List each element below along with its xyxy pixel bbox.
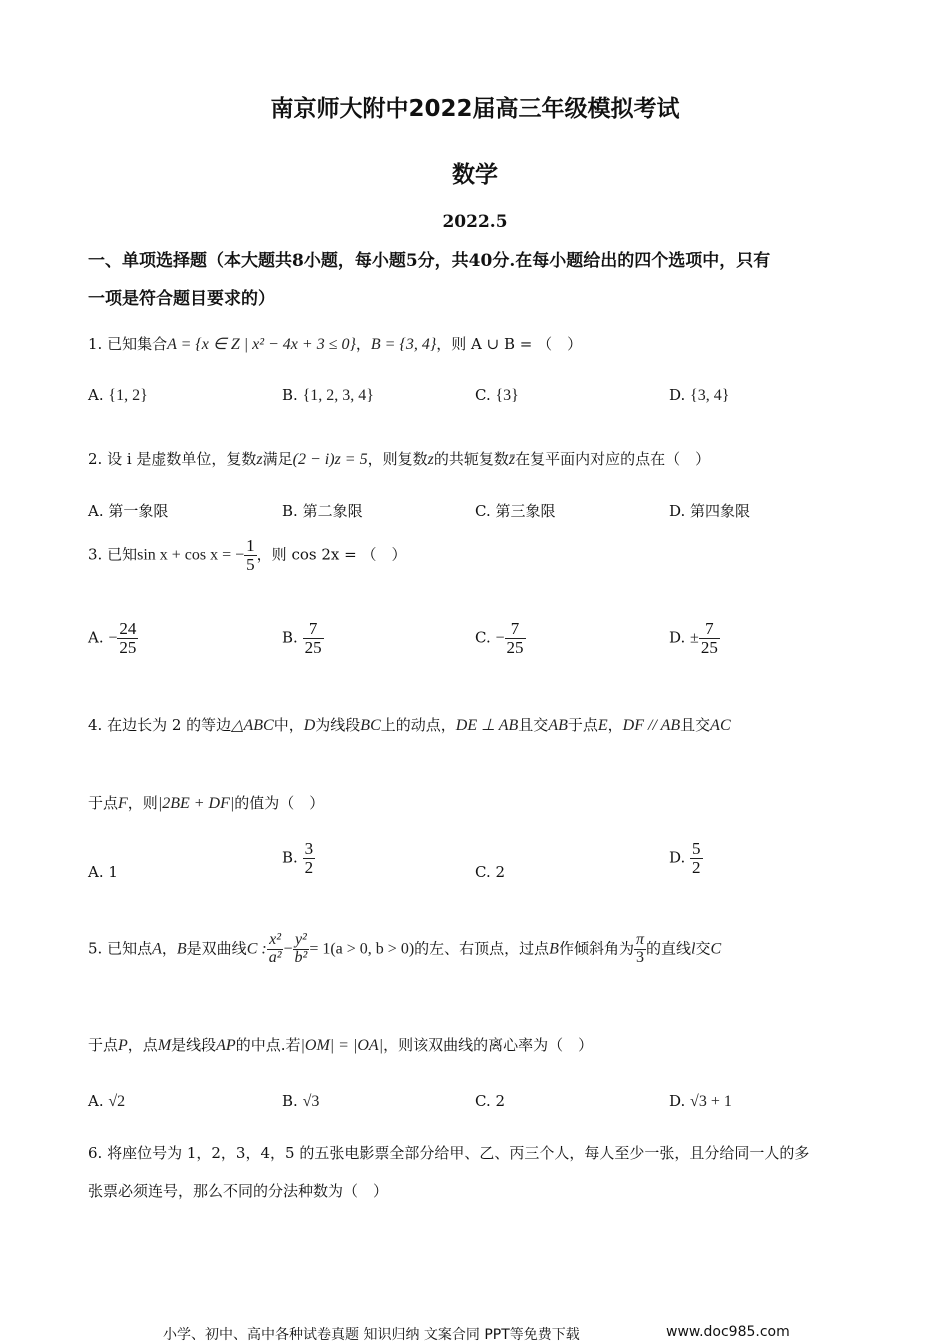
q5-condition: = 1(a > 0, b > 0) <box>309 940 415 958</box>
option-value: {1, 2} <box>108 387 148 404</box>
q2-option-a[interactable] <box>88 500 168 521</box>
numerator: 7 <box>699 620 720 639</box>
q1-option-c[interactable] <box>475 386 519 405</box>
subject-title: 数学 <box>452 162 498 188</box>
option-label: A. <box>88 502 104 520</box>
q4-expression: |2BE + DF| <box>157 795 235 812</box>
option-value: 第一象限 <box>108 502 169 520</box>
q5-minus: − <box>283 940 293 958</box>
q3-fraction <box>244 537 257 574</box>
denominator: 2 <box>304 857 314 877</box>
q2-option-d[interactable] <box>669 500 750 521</box>
exam-title: 南京师大附中2022届高三年级模拟考试 <box>270 96 680 122</box>
q5-text: 的中点.若 <box>235 1036 301 1054</box>
q1-set-b: B = {3, 4} <box>370 336 437 353</box>
question-6-line1: 6. 将座位号为 1，2，3，4，5 的五张电影票全部分给甲、乙、丙三个人，每人至少一张，且分给同一人的多 <box>88 1144 810 1162</box>
q2-zbar: z̄ <box>508 451 516 468</box>
option-sign: ± <box>690 629 699 647</box>
option-label: D. <box>669 628 686 647</box>
q4-parallel: DF // AB <box>622 717 681 734</box>
option-value: {1, 2, 3, 4} <box>302 387 374 404</box>
q4-option-c[interactable] <box>475 863 505 881</box>
question-4-line2 <box>88 792 324 813</box>
q5-frac-x <box>267 932 284 967</box>
q5-text: 5. 已知点 <box>88 939 153 958</box>
q5-option-a[interactable] <box>88 1092 125 1111</box>
option-label: B. <box>282 386 298 404</box>
q5-curve-c: C <box>710 940 722 958</box>
option-label: D. <box>669 1092 686 1110</box>
denominator: 2 <box>692 857 701 877</box>
q5-frac-y <box>293 932 310 967</box>
numerator: y² <box>293 932 310 950</box>
q5-text: 于点 <box>88 1036 119 1054</box>
question-5-line2 <box>88 1034 593 1055</box>
numerator: 3 <box>304 839 314 858</box>
denominator: 25 <box>304 637 322 657</box>
q3-lhs: sin x + cos x = − <box>137 546 245 564</box>
option-label: D. <box>669 386 686 404</box>
option-label: C. <box>475 1092 491 1110</box>
option-value: 第四象限 <box>690 502 751 520</box>
q5-point-b: B <box>549 940 559 958</box>
q5-point-m: M <box>157 1037 172 1054</box>
option-label: C. <box>475 502 491 520</box>
q2-suffix: 在复平面内对应的点在（ ） <box>515 450 711 468</box>
q4-text: 的值为（ ） <box>234 794 325 812</box>
q4-point-e: E <box>597 717 608 734</box>
q4-option-a[interactable] <box>88 863 118 881</box>
numerator: π <box>635 931 644 948</box>
question-2 <box>88 448 710 469</box>
question-5 <box>88 932 721 967</box>
q5-point-b: B <box>176 940 187 958</box>
question-6-line2: 张票必须连号，那么不同的分法种数为（ ） <box>88 1182 389 1200</box>
q4-perp: DE ⊥ AB <box>455 717 519 734</box>
question-4 <box>88 714 731 735</box>
q4-option-d[interactable] <box>669 840 703 877</box>
q5-text: 作倾斜角为 <box>558 939 634 958</box>
denominator: 25 <box>119 637 137 657</box>
q4-text: ， <box>607 716 623 734</box>
q3-option-a[interactable] <box>88 620 138 657</box>
q4-segment-ac: AC <box>710 717 731 734</box>
numerator: x² <box>267 932 284 950</box>
q1-suffix: ，则 A ∪ B = （ ） <box>436 335 583 353</box>
numerator: 7 <box>303 620 324 639</box>
option-value: √2 <box>108 1093 126 1110</box>
q2-mid2: ，则复数 <box>367 450 428 468</box>
q5-text: ，点 <box>127 1036 158 1054</box>
option-sign: − <box>108 629 118 647</box>
footer-text: 小学、初中、高中各种试卷真题 知识归纳 文案合同 PPT等免费下载 <box>163 1327 580 1343</box>
q4-text: 为线段 <box>315 716 361 734</box>
numerator: 7 <box>505 620 526 639</box>
denominator: a² <box>268 948 282 966</box>
section-heading-line2: 一项是符合题目要求的） <box>88 289 275 309</box>
q4-prefix: 4. 在边长为 2 的等边 <box>88 716 232 734</box>
q1-prefix: 1. 已知集合 <box>88 335 168 353</box>
q5-option-b[interactable] <box>282 1092 319 1111</box>
q4-text: 且交 <box>518 716 549 734</box>
option-label: B. <box>282 1092 298 1110</box>
exam-date: 2022.5 <box>442 212 508 232</box>
q3-option-b[interactable] <box>282 620 324 657</box>
q2-z2: z <box>427 451 434 468</box>
denominator: 25 <box>506 637 524 657</box>
option-label: D. <box>669 502 686 520</box>
q5-text: ，则该双曲线的离心率为（ ） <box>383 1036 594 1054</box>
q1-option-a[interactable] <box>88 386 148 405</box>
q5-curve-label: C : <box>246 940 267 958</box>
q2-equation: (2 − i)z = 5 <box>292 451 368 468</box>
option-label: B. <box>282 628 298 647</box>
q2-z: z <box>256 451 263 468</box>
option-label: A. <box>88 863 104 881</box>
q1-set-a: A = {x ∈ Z | x² − 4x + 3 ≤ 0} <box>167 336 356 353</box>
q4-option-b[interactable] <box>282 840 315 877</box>
q4-text: 于点 <box>567 716 598 734</box>
option-value: 2 <box>495 1092 506 1110</box>
q5-equation: |OM| = |OA| <box>300 1037 384 1054</box>
option-label: C. <box>475 863 491 881</box>
q3-option-d[interactable] <box>669 620 720 657</box>
option-label: D. <box>669 848 686 867</box>
q5-text: 的左、右顶点，过点 <box>414 939 550 958</box>
q4-text: 中， <box>273 716 304 734</box>
q2-mid3: 的共轭复数 <box>433 450 509 468</box>
q5-frac-angle <box>634 932 646 967</box>
q5-text: 是线段 <box>171 1036 217 1054</box>
option-value: √3 <box>302 1093 320 1110</box>
option-fraction <box>303 840 316 877</box>
denominator: b² <box>294 948 308 966</box>
denominator: 25 <box>700 637 718 657</box>
option-fraction <box>699 620 720 657</box>
numerator: 5 <box>692 839 701 858</box>
q2-mid1: 满足 <box>262 450 293 468</box>
question-1 <box>88 333 582 354</box>
q5-text: 的直线 <box>645 939 691 958</box>
option-fraction <box>505 620 526 657</box>
q2-option-c[interactable] <box>475 500 556 521</box>
option-sign: − <box>495 629 505 647</box>
q1-comma: ， <box>355 335 371 353</box>
q5-line-l: l <box>690 940 696 958</box>
q4-text: 上的动点， <box>380 716 456 734</box>
q4-segment-ab: AB <box>548 717 568 734</box>
q5-point-p: P <box>118 1037 128 1054</box>
section-heading-line1: 一、单项选择题（本大题共8小题，每小题5分，共40分.在每小题给出的四个选项中，只有 <box>88 251 771 271</box>
numerator: 24 <box>119 619 137 638</box>
option-label: B. <box>282 502 298 520</box>
option-label: B. <box>282 848 298 867</box>
option-value: 第三象限 <box>495 502 556 520</box>
option-value: 第二象限 <box>302 502 363 520</box>
q3-prefix: 3. 已知 <box>88 545 138 564</box>
q4-point-d: D <box>303 717 316 734</box>
option-label: C. <box>475 628 491 647</box>
option-value: {3, 4} <box>690 387 730 404</box>
option-value: √3 + 1 <box>690 1093 732 1110</box>
q1-option-d[interactable] <box>669 386 729 405</box>
question-3 <box>88 537 406 574</box>
q5-point-a: A <box>152 940 162 958</box>
q4-text: 且交 <box>680 716 711 734</box>
option-fraction <box>117 620 138 657</box>
q5-text: ， <box>161 939 177 958</box>
denominator: 5 <box>246 554 255 574</box>
q4-triangle: △ABC <box>231 717 274 734</box>
q5-segment-ap: AP <box>216 1037 236 1054</box>
denominator: 3 <box>635 948 644 966</box>
option-value: {3} <box>495 387 519 404</box>
footer-link[interactable]: www.doc985.com <box>666 1324 790 1340</box>
option-value: 1 <box>108 863 118 881</box>
option-label: A. <box>88 386 104 404</box>
q4-point-f: F <box>118 795 128 812</box>
q1-option-b[interactable] <box>282 386 374 405</box>
q5-option-d[interactable] <box>669 1092 732 1111</box>
option-fraction <box>690 840 703 877</box>
q4-text: 于点 <box>88 794 119 812</box>
option-label: A. <box>88 628 104 647</box>
q3-option-c[interactable] <box>475 620 526 657</box>
q3-suffix: ，则 cos 2x = （ ） <box>256 545 407 564</box>
option-fraction <box>303 620 324 657</box>
q4-text: ，则 <box>127 794 158 812</box>
numerator: 1 <box>246 536 255 555</box>
q5-option-c[interactable] <box>475 1092 505 1110</box>
q2-prefix: 2. 设 i 是虚数单位，复数 <box>88 450 257 468</box>
option-label: C. <box>475 386 491 404</box>
q5-text: 交 <box>695 939 711 958</box>
q2-option-b[interactable] <box>282 500 363 521</box>
option-value: 2 <box>495 863 506 881</box>
option-label: A. <box>88 1092 104 1110</box>
q5-text: 是双曲线 <box>186 939 247 958</box>
q4-segment-bc: BC <box>360 717 381 734</box>
